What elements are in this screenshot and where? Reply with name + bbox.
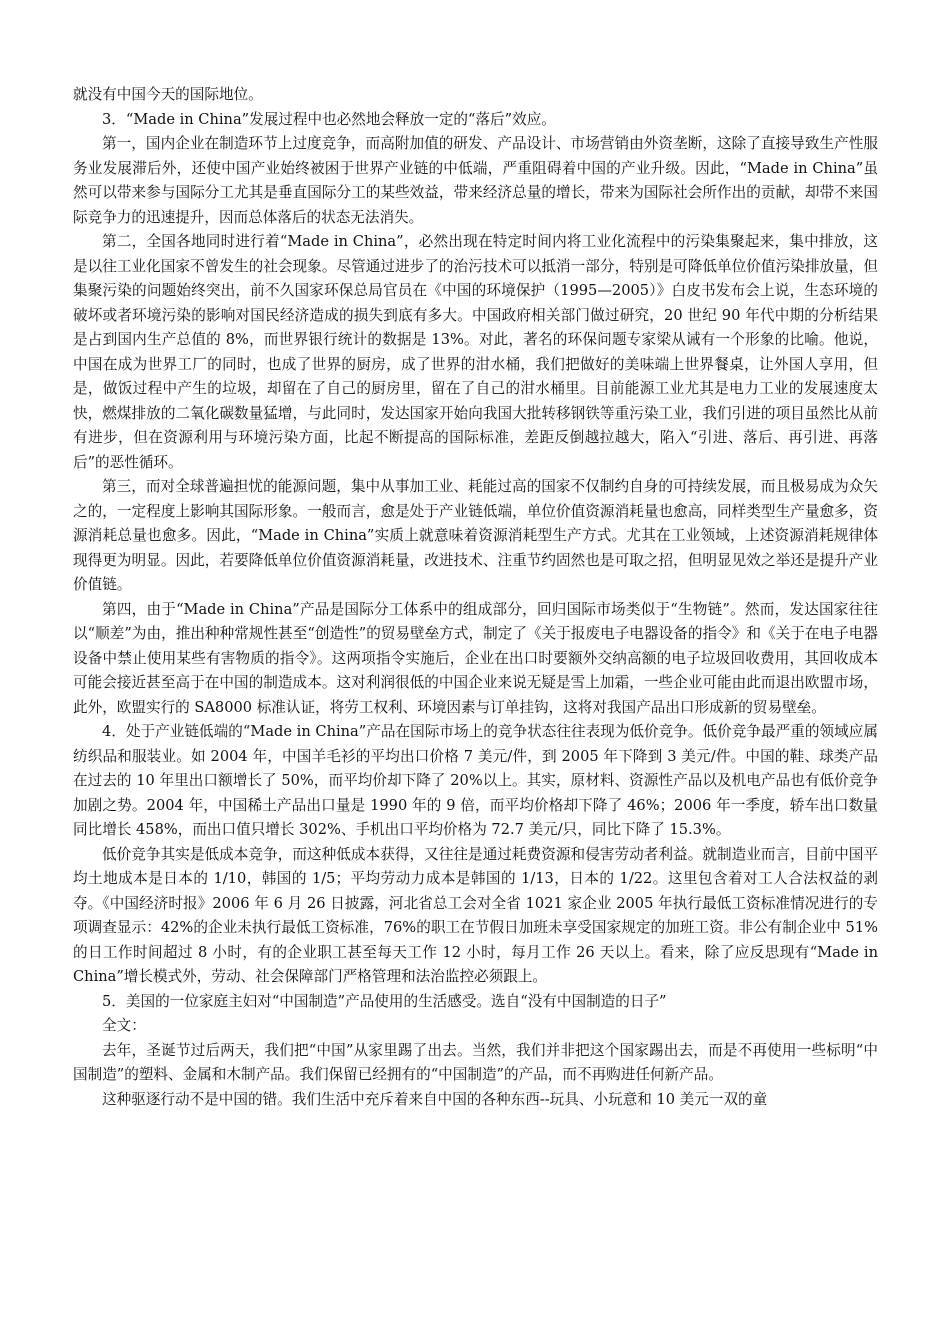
paragraph-6: 4．处于产业链低端的“Made in China”产品在国际市场上的竞争状态往往表现为低价竞争。低价竞争最严重的领域应属纺织品和服装业。如 2004 年，中国羊毛衫的平均出口价格 7 美元/件，到 2005 年下降到 3 美元/件。中国的鞋、球类产品在过去的 10 年里出口额增长了 50%，而平均价却下降了 20%以上。其实，原材料、资源性产品以及机电产品也有低价竞争加剧之势。2004 年，中国稀土产品出口量是 1990 年的 9 倍，而平均价格却下降了 46%；2006 年一季度，轿车出口数量同比增长 458%，而出口值只增长 302%、手机出口平均价格为 72.7 美元/只，同比下降了 15.3%。 xyxy=(73,723,878,838)
paragraph-4: 第三，而对全球普遍担忧的能源问题，集中从事加工业、耗能过高的国家不仅制约自身的可持续发展，而且极易成为众矢之的，一定程度上影响其国际形象。一般而言，愈是处于产业链低端，单位价值资源消耗量也愈高，同样类型生产量愈多，资源消耗总量也愈多。因此，“Made in China”实质上就意味着资源消耗型生产方式。尤其在工业领域，上述资源消耗规律体现得更为明显。因此，若要降低单位价值资源消耗量，改进技术、注重节约固然也是可取之招，但明显见效之举还是提升产业价值链。 xyxy=(73,478,878,593)
document-body xyxy=(73,83,878,1112)
paragraph-11: 这种驱逐行动不是中国的错。我们生活中充斥着来自中国的各种东西--玩具、小玩意和 10 美元一双的童 xyxy=(102,1090,768,1108)
paragraph-10: 去年，圣诞节过后两天，我们把“中国”从家里踢了出去。当然，我们并非把这个国家踢出去，而是不再使用一些标明“中国制造”的塑料、金属和木制产品。我们保留已经拥有的“中国制造”的产品，而不再购进任何新产品。 xyxy=(73,1041,878,1083)
paragraph-9: 全文： xyxy=(102,1017,146,1034)
paragraph-5: 第四，由于“Made in China”产品是国际分工体系中的组成部分，回归国际市场类似于“生物链”。然而，发达国家往往以“顺差”为由，推出种种常规性甚至“创造性”的贸易壁垒方式，制定了《关于报废电子电器设备的指令》和《关于在电子电器设备中禁止使用某些有害物质的指令》。这两项指令实施后，企业在出口时要额外交纳高额的电子垃圾回收费用，其回收成本可能会接近甚至高于在中国的制造成本。这对利润很低的中国企业来说无疑是雪上加霜，一些企业可能由此而退出欧盟市场，此外，欧盟实行的 SA8000 标准认证，将劳工权利、环境因素与订单挂钩，这将对我国产品出口形成新的贸易壁垒。 xyxy=(73,600,878,716)
paragraph-7: 低价竞争其实是低成本竞争，而这种低成本获得，又往往是通过耗费资源和侵害劳动者利益。就制造业而言，目前中国平均土地成本是日本的 1/10，韩国的 1/5；平均劳动力成本是韩国的 1/13，日本的 1/22。这里包含着对工人合法权益的剥夺。《中国经济时报》2006 年 6 月 26 日披露，河北省总工会对全省 1021 家企业 2005 年执行最低工资标准情况进行的专项调查显示：42%的企业未执行最低工资标准，76%的职工在节假日加班未享受国家规定的加班工资。非公有制企业中 51%的日工作时间超过 8 小时，有的企业职工甚至每天工作 12 小时，每月工作 26 天以上。看来，除了应反思现有“Made in China”增长模式外，劳动、社会保障部门严格管理和法治监控必须跟上。 xyxy=(73,845,878,985)
paragraph-1: 3．“Made in China”发展过程中也必然地会释放一定的“落后”效应。 xyxy=(102,110,556,128)
paragraph-0: 就没有中国今天的国际地位。 xyxy=(73,86,263,103)
paragraph-8: 5．美国的一位家庭主妇对“中国制造”产品使用的生活感受。选自“没有中国制造的日子” xyxy=(102,992,667,1010)
paragraph-3: 第二，全国各地同时进行着“Made in China”，必然出现在特定时间内将工业化流程中的污染集聚起来，集中排放，这是以往工业化国家不曾发生的社会现象。尽管通过进步了的治污技术可以抵消一部分，特别是可降低单位价值污染排放量，但集聚污染的问题始终突出，前不久国家环保总局官员在《中国的环境保护（1995—2005）》白皮书发布会上说，生态环境的破坏或者环境污染的影响对国民经济造成的损失到底有多大。中国政府相关部门做过研究，20 世纪 90 年代中期的分析结果是占到国内生产总值的 8%，而世界银行统计的数据是 13%。对此，著名的环保问题专家梁从诫有一个形象的比喻。他说，中国在成为世界工厂的同时，也成了世界的厨房，成了世界的泔水桶，我们把做好的美味端上世界餐桌，让外国人享用，但是，做饭过程中产生的垃圾，却留在了自己的厨房里，留在了自己的泔水桶里。目前能源工业尤其是电力工业的发展速度太快，燃煤排放的二氧化碳数量猛增，与此同时，发达国家开始向我国大批转移钢铁等重污染工业，我们引进的项目虽然比从前有进步，但在资源利用与环境污染方面，比起不断提高的国际标准，差距反倒越拉越大，陷入“引进、落后、再引进、再落后”的恶性循环。 xyxy=(73,233,878,471)
paragraph-2: 第一，国内企业在制造环节上过度竞争，而高附加值的研发、产品设计、市场营销由外资垄断，这除了直接导致生产性服务业发展滞后外，还使中国产业始终被困于世界产业链的中低端，严重阻碍着中国的产业升级。因此，“Made in China”虽然可以带来参与国际分工尤其是垂直国际分工的某些效益，带来经济总量的增长，带来为国际社会所作出的贡献，却带不来国际竞争力的迅速提升，因而总体落后的状态无法消失。 xyxy=(73,135,878,226)
